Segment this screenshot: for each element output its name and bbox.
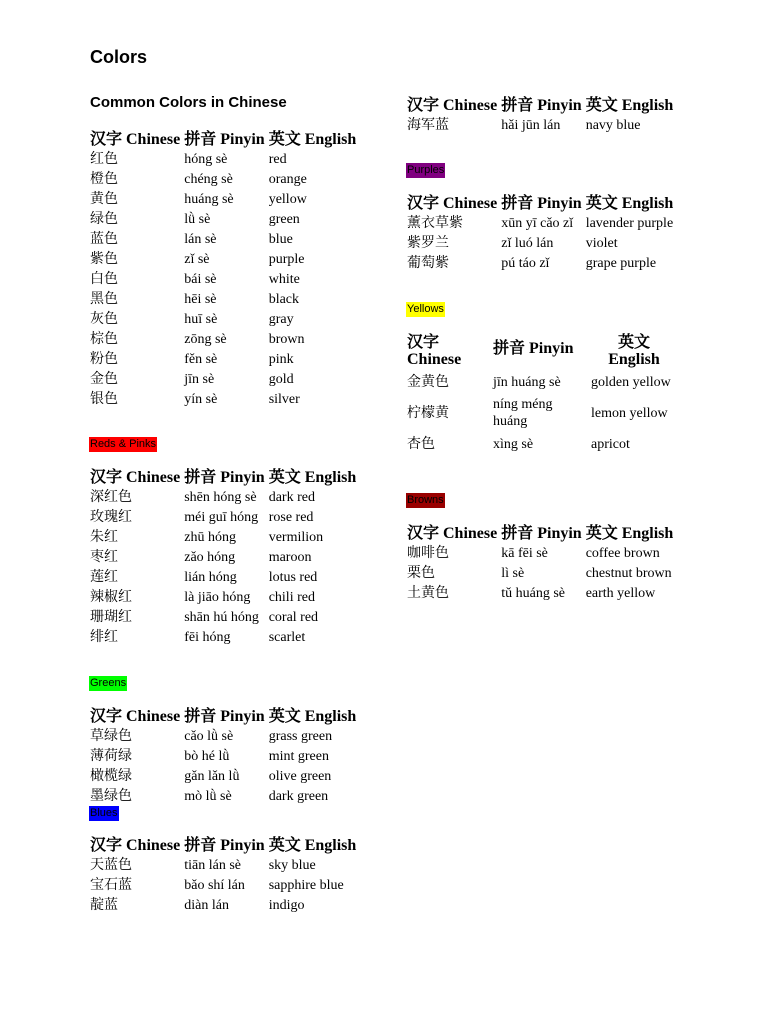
chinese-cell: 靛蓝 [90,897,118,913]
chinese-cell: 墨绿色 [90,788,132,804]
chinese-cell: 枣红 [90,549,118,565]
pinyin-cell: lán sè [184,231,217,247]
pinyin-cell: là jiāo hóng [184,589,251,605]
chinese-cell: 深红色 [90,489,132,505]
header-chinese-en: Chinese [407,351,462,368]
table-row [88,269,358,289]
navy-block [405,92,680,135]
chinese-cell: 灰色 [90,311,118,327]
table-row [405,396,679,430]
chinese-cell: 朱红 [90,529,118,545]
chinese-cell: 棕色 [90,331,118,347]
english-cell: gold [268,371,294,387]
english-cell: chestnut brown [585,565,672,581]
table-row [405,430,679,458]
header-pinyin: 拼音 Pinyin [184,708,265,725]
english-cell: vermilion [268,529,324,545]
header-chinese: 汉字 Chinese [407,97,498,114]
table-row [88,289,358,309]
chinese-cell: 珊瑚红 [90,609,132,625]
english-cell: blue [268,231,293,247]
header-chinese: 汉字 Chinese [90,469,181,486]
chinese-cell: 白色 [90,271,118,287]
pinyin-cell: fēi hóng [184,629,231,645]
header-chinese: 汉字 Chinese [90,837,181,854]
english-cell: dark green [268,788,329,804]
header-english-en: English [608,351,660,368]
english-cell: orange [268,171,307,187]
chinese-cell: 薄荷绿 [90,748,132,764]
table-row [405,253,684,273]
common-colors-rows [88,149,358,409]
header-english: 英文 English [268,469,357,486]
table-row [88,229,358,249]
chinese-cell: 柠檬黄 [407,405,449,421]
pinyin-cell: lián hóng [184,569,237,585]
pinyin-cell: pú táo zǐ [501,255,550,271]
header-pinyin: 拼音 Pinyin [493,339,574,357]
english-cell: coral red [268,609,319,625]
page-title: Colors [90,47,148,67]
chinese-cell: 蓝色 [90,231,118,247]
chinese-cell: 橄榄绿 [90,768,132,784]
chinese-cell: 黑色 [90,291,118,307]
header-pinyin: 拼音 Pinyin [501,525,582,542]
header-english: 英文 English [268,708,357,725]
pinyin-cell: bò hé lǜ [184,748,230,764]
english-cell: mint green [268,748,329,764]
table-row [88,487,358,507]
english-cell: grape purple [585,255,657,271]
table-row [88,209,358,229]
blues-block [88,832,358,915]
purples-table [405,190,684,273]
chinese-cell: 海军蓝 [407,117,449,133]
table-row [88,627,358,647]
english-cell: lemon yellow [591,405,668,421]
english-cell: red [268,151,287,167]
table-row [405,115,680,135]
header-pinyin: 拼音 Pinyin [184,469,265,486]
pinyin-cell: bái sè [184,271,217,287]
table-row [88,855,358,875]
table-row [88,249,358,269]
table-row [88,149,358,169]
english-cell: green [268,211,300,227]
pinyin-cell: zǐ sè [184,251,210,267]
browns-block [405,520,684,603]
english-cell: navy blue [585,117,641,133]
pinyin-cell: bǎo shí lán [184,877,245,893]
pinyin-cell: hǎi jūn lán [501,117,561,133]
english-cell: purple [268,251,305,267]
english-cell: dark red [268,489,315,505]
english-cell: pink [268,351,294,367]
header-english [589,328,679,368]
chinese-cell: 土黄色 [407,585,449,601]
blues-label: Blues [90,807,118,819]
table-row [405,563,684,583]
browns-rows [405,543,684,603]
chinese-cell: 橙色 [90,171,118,187]
header-english: 英文 English [268,837,357,854]
english-cell: grass green [268,728,333,744]
header-chinese [405,328,491,368]
english-cell: rose red [268,509,314,525]
pinyin-cell: mò lǜ sè [184,788,232,804]
chinese-cell: 绯红 [90,629,118,645]
english-cell: sapphire blue [268,877,344,893]
table-row [405,543,684,563]
chinese-cell: 绿色 [90,211,118,227]
chinese-cell: 玫瑰红 [90,509,132,525]
chinese-cell: 粉色 [90,351,118,367]
pinyin-cell: méi guī hóng [184,509,259,525]
table-row [88,349,358,369]
table-row [88,329,358,349]
greens-table [88,703,358,806]
pinyin-cell: lì sè [501,565,525,581]
pinyin-cell: zōng sè [184,331,227,347]
pinyin-cell: zhū hóng [184,529,236,545]
header-chinese: 汉字 Chinese [407,195,498,212]
purples-label: Purples [407,164,445,176]
chinese-cell: 辣椒红 [90,589,132,605]
english-cell: earth yellow [585,585,656,601]
pinyin-cell: chéng sè [184,171,233,187]
chinese-cell: 葡萄紫 [407,255,449,271]
table-row [405,213,684,233]
chinese-cell: 宝石蓝 [90,877,132,893]
english-cell: scarlet [268,629,306,645]
greens-rows [88,726,358,806]
pinyin-cell: xūn yī cǎo zǐ [501,215,574,231]
header-english: 英文 English [268,131,357,148]
english-cell: apricot [591,436,630,452]
table-row [88,169,358,189]
chinese-cell: 天蓝色 [90,857,132,873]
pinyin-cell: hēi sè [184,291,217,307]
common-colors-table [88,126,358,409]
table-row [88,547,358,567]
header-chinese: 汉字 Chinese [407,525,498,542]
pinyin-cell: tiān lán sè [184,857,241,873]
table-row [405,583,684,603]
pinyin-cell: fěn sè [184,351,218,367]
table-row [405,368,679,396]
table-row [88,607,358,627]
blues-rows [88,855,358,915]
english-cell: lavender purple [585,215,674,231]
header-pinyin: 拼音 Pinyin [184,837,265,854]
chinese-cell: 栗色 [407,565,435,581]
yellows-rows [405,368,679,458]
reds-pinks-label: Reds & Pinks [90,438,157,450]
english-cell: black [268,291,300,307]
table-row [88,875,358,895]
header-english-zh: 英文 [617,334,650,351]
table-row [88,189,358,209]
english-cell: lotus red [268,569,318,585]
page-subtitle: Common Colors in Chinese [90,94,287,111]
table-row [88,369,358,389]
greens-label: Greens [90,677,127,689]
pinyin-cell: jīn huáng sè [493,374,561,390]
pinyin-cell: diàn lán [184,897,229,913]
table-row [88,895,358,915]
yellows-block [405,328,679,458]
reds-table [88,464,358,647]
pinyin-cell: níng méng huáng [493,397,553,429]
english-cell: chili red [268,589,315,605]
header-pinyin: 拼音 Pinyin [184,131,265,148]
chinese-cell: 草绿色 [90,728,132,744]
table-row [88,389,358,409]
english-cell: golden yellow [591,374,671,390]
pinyin-cell: gǎn lǎn lǜ [184,768,240,784]
chinese-cell: 咖啡色 [407,545,449,561]
pinyin-cell: jīn sè [184,371,215,387]
chinese-cell: 金色 [90,371,118,387]
browns-table [405,520,684,603]
chinese-cell: 薰衣草紫 [407,215,463,231]
pinyin-cell: zǐ luó lán [501,235,554,251]
english-cell: coffee brown [585,545,660,561]
header-pinyin: 拼音 Pinyin [501,195,582,212]
chinese-cell: 紫色 [90,251,118,267]
english-cell: white [268,271,300,287]
english-cell: violet [585,235,618,251]
browns-label: Browns [407,494,444,506]
pinyin-cell: huáng sè [184,191,234,207]
table-row [88,726,358,746]
chinese-cell: 红色 [90,151,118,167]
pinyin-cell: cǎo lǜ sè [184,728,234,744]
pinyin-cell: hóng sè [184,151,228,167]
pinyin-cell: shēn hóng sè [184,489,257,505]
navy-rows [405,115,680,135]
purples-rows [405,213,684,273]
header-pinyin: 拼音 Pinyin [501,97,582,114]
chinese-cell: 紫罗兰 [407,235,449,251]
pinyin-cell: yín sè [184,391,218,407]
header-english: 英文 English [585,97,674,114]
table-row [88,766,358,786]
yellows-label: Yellows [407,303,444,315]
english-cell: silver [268,391,300,407]
chinese-cell: 黄色 [90,191,118,207]
english-cell: yellow [268,191,307,207]
english-cell: olive green [268,768,332,784]
table-row [88,587,358,607]
header-chinese: 汉字 Chinese [90,708,181,725]
pinyin-cell: lǜ sè [184,211,211,227]
navy-table [405,92,680,135]
table-row [405,233,684,253]
english-cell: gray [268,311,294,327]
pinyin-cell: kā fēi sè [501,545,548,561]
english-cell: maroon [268,549,312,565]
chinese-cell: 银色 [90,391,118,407]
yellows-table [405,328,679,458]
greens-block [88,703,358,806]
pinyin-cell: xìng sè [493,436,534,452]
reds-rows [88,487,358,647]
english-cell: brown [268,331,305,347]
purples-block [405,190,684,273]
table-row [88,309,358,329]
english-cell: sky blue [268,857,316,873]
common-colors-block [88,126,358,409]
table-row [88,527,358,547]
pinyin-cell: shān hú hóng [184,609,259,625]
chinese-cell: 杏色 [407,436,435,452]
pinyin-cell: huī sè [184,311,218,327]
table-row [88,746,358,766]
table-row [88,786,358,806]
blues-table [88,832,358,915]
header-english: 英文 English [585,195,674,212]
english-cell: indigo [268,897,305,913]
chinese-cell: 金黄色 [407,374,449,390]
table-row [88,567,358,587]
reds-block [88,464,358,647]
header-chinese: 汉字 Chinese [90,131,181,148]
table-row [88,507,358,527]
chinese-cell: 莲红 [90,569,118,585]
header-chinese-zh: 汉字 [407,334,440,351]
pinyin-cell: tǔ huáng sè [501,585,565,601]
header-english: 英文 English [585,525,674,542]
pinyin-cell: zǎo hóng [184,549,236,565]
